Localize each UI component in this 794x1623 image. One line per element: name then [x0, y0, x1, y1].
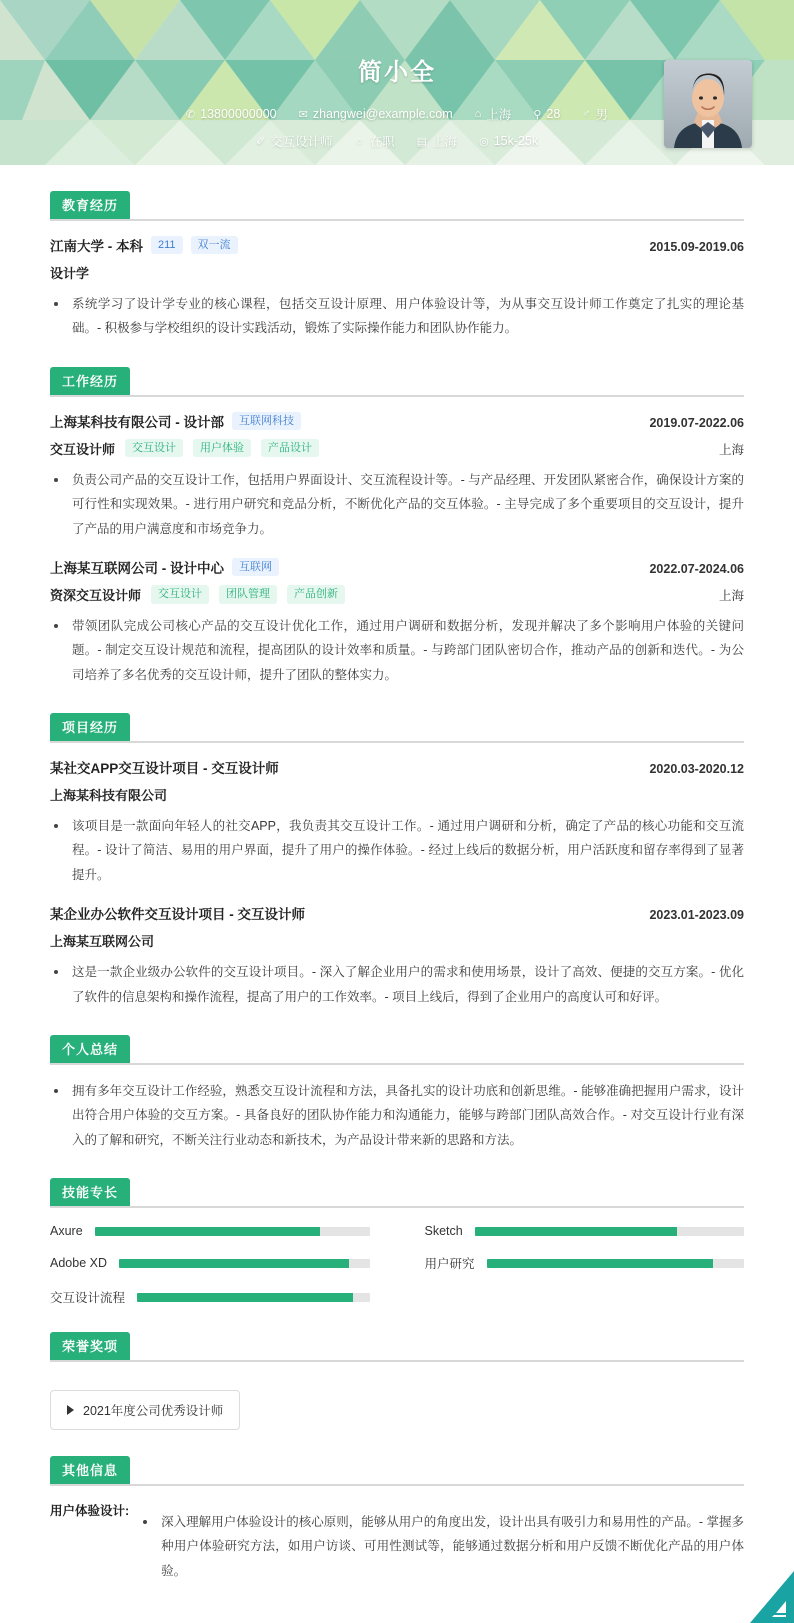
skill-item-axure	[50, 1224, 370, 1238]
contact-age	[533, 105, 560, 123]
project-name-text: 某社交APP交互设计项目 - 交互设计师	[50, 761, 279, 776]
skill-progress-bar	[95, 1227, 370, 1236]
section-title-education: 教育经历	[50, 191, 130, 219]
section-summary	[50, 1035, 744, 1152]
contact-job-title-text: 交互设计师	[270, 135, 333, 149]
skill-progress-bar	[487, 1259, 744, 1268]
contact-row-secondary	[256, 132, 538, 150]
watermark-icon	[742, 1571, 794, 1623]
section-header-work	[50, 367, 744, 397]
contact-gender	[582, 105, 608, 123]
education-school-text: 江南大学 - 本科	[50, 239, 143, 254]
contact-expected-city	[417, 132, 457, 150]
project-entry	[50, 903, 744, 1009]
section-title-projects: 项目经历	[50, 713, 130, 741]
work-skill-tag: 产品设计	[261, 439, 319, 457]
work-industry-tag: 互联网科技	[232, 412, 301, 430]
project-name	[50, 757, 279, 777]
watermark-logo	[742, 1571, 794, 1623]
skill-progress-fill	[137, 1293, 353, 1302]
contact-row-primary	[186, 105, 608, 123]
project-bullets	[50, 814, 744, 887]
work-company-text: 上海某互联网公司 - 设计中心	[50, 560, 224, 576]
list-item: 系统学习了设计学专业的核心课程，包括交互设计原理、用户体验设计等，为从事交互设计师工作奠定了扎实的理论基础。- 积极参与学校组织的设计实践活动，锻炼了实际操作能力和团队协作能力。	[50, 292, 744, 341]
location-icon: ⌂	[474, 108, 482, 120]
skill-item-adobe-xd	[50, 1254, 370, 1272]
education-bullets	[50, 292, 744, 341]
project-date: 2023.01-2023.09	[649, 908, 744, 923]
work-date: 2019.07-2022.06	[649, 415, 744, 430]
contact-job-status	[355, 132, 395, 150]
section-title-summary: 个人总结	[50, 1035, 130, 1063]
contact-location	[475, 105, 512, 123]
project-name	[50, 903, 305, 923]
other-info-body	[139, 1500, 744, 1583]
work-entry	[50, 411, 744, 541]
skill-progress-bar	[137, 1293, 369, 1302]
work-role-row	[50, 439, 319, 458]
work-company	[50, 411, 301, 431]
list-item: 该项目是一款面向年轻人的社交APP，我负责其交互设计工作。- 通过用户调研和分析，确定了产品的核心功能和交互流程。- 设计了简洁、易用的用户界面，提升了用户的操作体验。- 经过上线后的数据分析，用户活跃度和留存率得到了显著提升。	[50, 814, 744, 887]
work-role: 资深交互设计师	[50, 587, 142, 603]
award-item-text: 2021年度公司优秀设计师	[83, 1404, 224, 1418]
section-projects	[50, 713, 744, 1009]
work-skill-tag: 团队管理	[219, 585, 277, 603]
section-title-other-info: 其他信息	[50, 1456, 130, 1484]
contact-age-text: 28	[546, 107, 561, 121]
list-item: 拥有多年交互设计工作经验，熟悉交互设计流程和方法，具备扎实的设计功底和创新思维。- 能够准确把握用户需求，设计出符合用户体验的交互方案。- 具备良好的团队协作能力和沟通能力，能够与跨部门团队高效合作。- 对交互设计行业有深入的了解和研究，不断关注行业动态和新技术，为产品设计带来新的思路和方法。	[50, 1079, 744, 1152]
list-item: 带领团队完成公司核心产品的交互设计优化工作，通过用户调研和数据分析，发现并解决了多个影响用户体验的关键问题。- 制定交互设计规范和流程，提高团队的设计效率和质量。- 与跨部门团队密切合作，推动产品的创新和迭代。- 为公司培养了多名优秀的交互设计师，提升了团队的整体实力。	[50, 614, 744, 687]
skill-label: Axure	[50, 1224, 83, 1238]
contact-job-title	[256, 132, 333, 150]
work-location: 上海	[718, 442, 744, 457]
section-awards	[50, 1332, 744, 1430]
section-header-summary	[50, 1035, 744, 1065]
education-entry	[50, 235, 744, 341]
award-item[interactable]	[50, 1390, 240, 1430]
list-item: 这是一款企业级办公软件的交互设计项目。- 深入了解企业用户的需求和使用场景，设计了高效、便捷的交互方案。- 优化了软件的信息架构和操作流程，提高了用户的工作效率。- 项目上线后，得到了企业用户的高度认可和好评。	[50, 960, 744, 1009]
skill-item-user-research	[425, 1254, 745, 1272]
section-title-skills: 技能专长	[50, 1178, 130, 1206]
section-header-education	[50, 191, 744, 221]
work-bullets	[50, 468, 744, 541]
avatar-photo	[664, 60, 752, 148]
gender-icon: ♂	[582, 108, 591, 120]
section-other-info	[50, 1456, 744, 1583]
resume-body	[0, 191, 794, 1623]
avatar	[664, 60, 752, 148]
work-date: 2022.07-2024.06	[649, 561, 744, 576]
project-org: 上海某互联网公司	[50, 934, 155, 950]
other-info-row	[50, 1500, 744, 1583]
work-company	[50, 557, 279, 577]
section-header-awards	[50, 1332, 744, 1362]
contact-salary-text: 15k-25k	[493, 134, 539, 148]
summary-bullets	[50, 1079, 744, 1152]
work-entry	[50, 557, 744, 687]
education-school	[50, 235, 238, 255]
job-icon: ✐	[255, 135, 266, 148]
project-org: 上海某科技有限公司	[50, 788, 168, 803]
section-header-skills	[50, 1178, 744, 1208]
contact-phone-text: 13800000000	[200, 107, 277, 121]
project-entry	[50, 757, 744, 887]
contact-email-text: zhangwei@example.com	[312, 107, 453, 121]
work-skill-tag: 用户体验	[193, 439, 251, 457]
skill-progress-bar	[119, 1259, 370, 1268]
skill-label: Adobe XD	[50, 1256, 107, 1270]
section-header-projects	[50, 713, 744, 743]
skill-label: 用户研究	[424, 1257, 475, 1271]
work-bullets	[50, 614, 744, 687]
section-title-awards: 荣誉奖项	[50, 1332, 130, 1360]
other-info-bullets	[139, 1510, 744, 1583]
contact-expected-city-text: 上海	[432, 135, 458, 149]
other-info-label: 用户体验设计:	[50, 1504, 130, 1518]
age-icon: ⚲	[533, 108, 542, 121]
section-skills	[50, 1178, 744, 1306]
work-company-text: 上海某科技有限公司 - 设计部	[50, 414, 224, 430]
list-item: 负责公司产品的交互设计工作，包括用户界面设计、交互流程设计等。- 与产品经理、开发团队紧密合作，确保设计方案的可行性和实现效果。- 进行用户研究和竞品分析，不断优化产品的交互体验。- 主导完成了多个重要项目的交互设计，提升了产品的用户满意度和市场竞争力。	[50, 468, 744, 541]
skill-progress-fill	[475, 1227, 677, 1236]
skill-label: Sketch	[424, 1224, 463, 1238]
education-date: 2015.09-2019.06	[649, 240, 744, 254]
work-role: 交互设计师	[50, 441, 116, 457]
skill-label: 交互设计流程	[50, 1291, 126, 1305]
work-skill-tag: 交互设计	[151, 585, 209, 603]
work-skill-tag: 交互设计	[125, 439, 183, 457]
work-industry-tag: 互联网	[232, 558, 279, 576]
project-date: 2020.03-2020.12	[649, 762, 744, 776]
contact-gender-text: 男	[595, 108, 609, 122]
skill-progress-fill	[119, 1259, 349, 1268]
contact-phone	[186, 105, 277, 123]
education-tag-211: 211	[151, 236, 183, 254]
play-triangle-icon	[67, 1405, 74, 1415]
resume-header	[0, 0, 794, 165]
education-major: 设计学	[50, 266, 90, 281]
skill-progress-bar	[475, 1227, 744, 1236]
email-icon: ✉	[298, 108, 308, 121]
project-name-text: 某企业办公软件交互设计项目 - 交互设计师	[50, 907, 305, 923]
contact-salary	[479, 132, 538, 150]
contact-job-status-text: 在职	[369, 135, 395, 149]
project-bullets	[50, 960, 744, 1009]
page-title: 简小全	[358, 59, 436, 86]
city-icon: ▤	[416, 135, 428, 148]
skill-progress-fill	[95, 1227, 320, 1236]
list-item: 深入理解用户体验设计的核心原则，能够从用户的角度出发，设计出具有吸引力和易用性的产品。- 掌握多种用户体验研究方法，如用户访谈、可用性测试等，能够通过数据分析和用户反馈不断优化产品的用户体验。	[139, 1510, 744, 1583]
section-work	[50, 367, 744, 687]
work-location: 上海	[718, 588, 744, 603]
work-role-row	[50, 585, 345, 604]
section-education	[50, 191, 744, 341]
contact-email	[299, 105, 453, 123]
skill-item-interaction-process	[50, 1288, 370, 1306]
skill-progress-fill	[487, 1259, 714, 1268]
phone-icon: ✆	[185, 108, 196, 121]
contact-location-text: 上海	[486, 108, 512, 122]
skills-grid	[50, 1224, 744, 1306]
section-header-other-info	[50, 1456, 744, 1486]
skill-item-sketch	[425, 1224, 745, 1238]
education-tag-shuangyiliu: 双一流	[191, 236, 238, 254]
section-title-work: 工作经历	[50, 367, 130, 395]
salary-icon: ◎	[479, 135, 489, 148]
work-skill-tag: 产品创新	[287, 585, 345, 603]
status-icon: ☼	[354, 135, 365, 147]
